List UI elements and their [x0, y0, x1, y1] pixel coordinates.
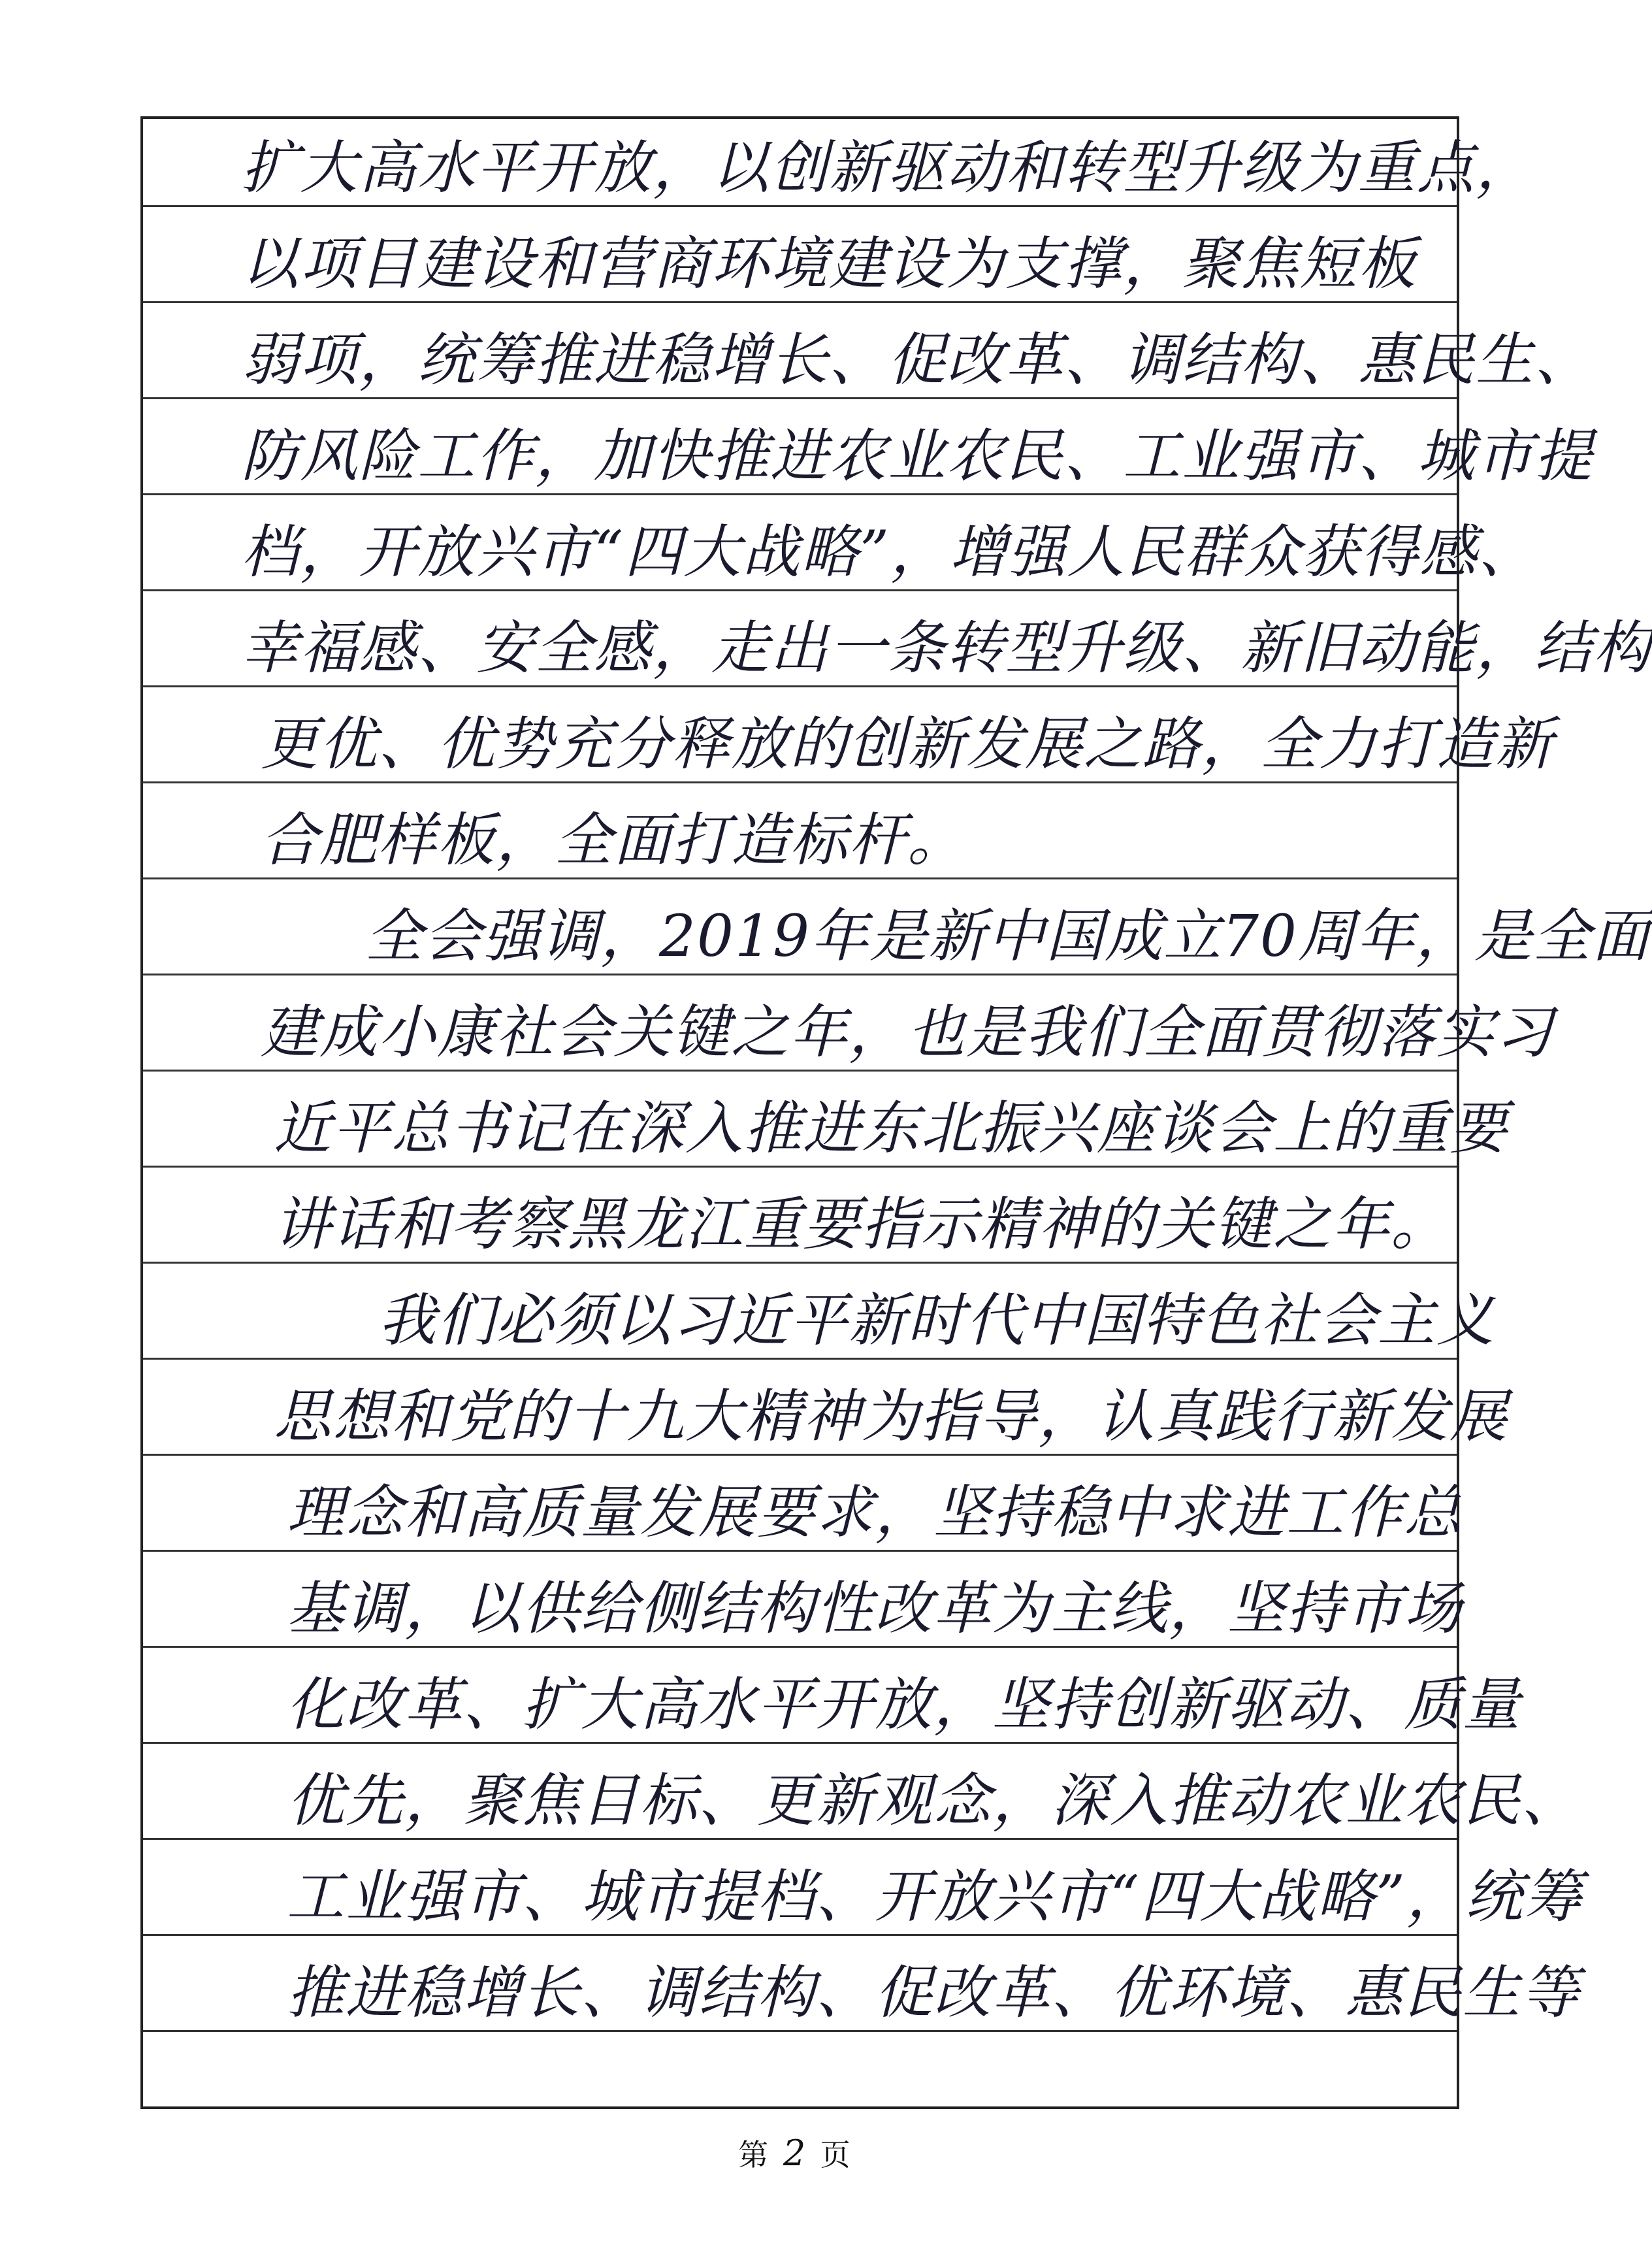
handwritten-line: 化改革、扩大高水平开放，坚持创新驱动、质量	[287, 1671, 1522, 1738]
handwritten-line: 我们必须以习近平新时代中国特色社会主义	[378, 1286, 1496, 1354]
rule-line	[143, 685, 1457, 687]
rule-line	[143, 1838, 1457, 1840]
handwritten-line: 工业强市、城市提档、开放兴市“四大战略”，统筹	[287, 1863, 1583, 1930]
handwritten-line: 合肥样板，全面打造标杆。	[261, 806, 967, 874]
handwritten-line: 优先，聚焦目标、更新观念，深入推动农业农民、	[287, 1767, 1581, 1834]
handwritten-line: 思想和党的十九大精神为指导，认真践行新发展	[274, 1383, 1509, 1450]
handwritten-line: 理念和高质量发展要求，坚持稳中求进工作总	[287, 1479, 1463, 1546]
rule-line	[143, 301, 1457, 303]
handwritten-line: 弱项，统筹推进稳增长、促改革、调结构、惠民生、	[241, 326, 1594, 393]
handwritten-line: 扩大高水平开放，以创新驱动和转型升级为重点，	[241, 134, 1535, 201]
page-number-value: 2	[783, 2133, 806, 2174]
handwritten-line: 全会强调，2019年是新中国成立70周年，是全面	[365, 902, 1651, 970]
rule-line	[143, 974, 1457, 975]
page-prefix: 第	[738, 2137, 769, 2172]
rule-line	[143, 397, 1457, 399]
page-suffix: 页	[820, 2137, 850, 2172]
rule-line	[143, 1934, 1457, 1936]
rule-line	[143, 781, 1457, 783]
handwritten-line: 推进稳增长、调结构、促改革、优环境、惠民生等	[287, 1959, 1581, 2026]
rule-line	[143, 1742, 1457, 1744]
rule-line	[143, 1070, 1457, 1072]
rule-line	[143, 877, 1457, 879]
handwritten-line: 幸福感、安全感，走出一条转型升级、新旧动能，结构	[241, 614, 1652, 681]
handwritten-line: 更优、优势充分释放的创新发展之路，全力打造新	[261, 710, 1555, 778]
rule-line	[143, 1262, 1457, 1264]
rule-line	[143, 493, 1457, 495]
handwritten-line: 以项目建设和营商环境建设为支撑，聚焦短板	[241, 230, 1417, 297]
handwritten-line: 讲话和考察黑龙江重要指示精神的关键之年。	[274, 1190, 1450, 1258]
handwritten-line: 建成小康社会关键之年，也是我们全面贯彻落实习	[261, 998, 1555, 1066]
rule-line	[143, 2030, 1457, 2032]
handwritten-line: 近平总书记在深入推进东北振兴座谈会上的重要	[274, 1094, 1509, 1162]
rule-line	[143, 1358, 1457, 1360]
rule-line	[143, 1646, 1457, 1648]
writing-area	[140, 116, 1652, 2109]
rule-line	[143, 1166, 1457, 1168]
rule-line	[143, 1550, 1457, 1552]
rule-line	[143, 589, 1457, 591]
page-number	[0, 2131, 1589, 2174]
rule-line	[143, 205, 1457, 207]
handwritten-line: 防风险工作，加快推进农业农民、工业强市、城市提	[241, 422, 1594, 489]
handwritten-line: 基调，以供给侧结构性改革为主线，坚持市场	[287, 1575, 1463, 1642]
handwritten-line: 档，开放兴市“四大战略”，增强人民群众获得感、	[241, 518, 1537, 585]
rule-line	[143, 1454, 1457, 1456]
